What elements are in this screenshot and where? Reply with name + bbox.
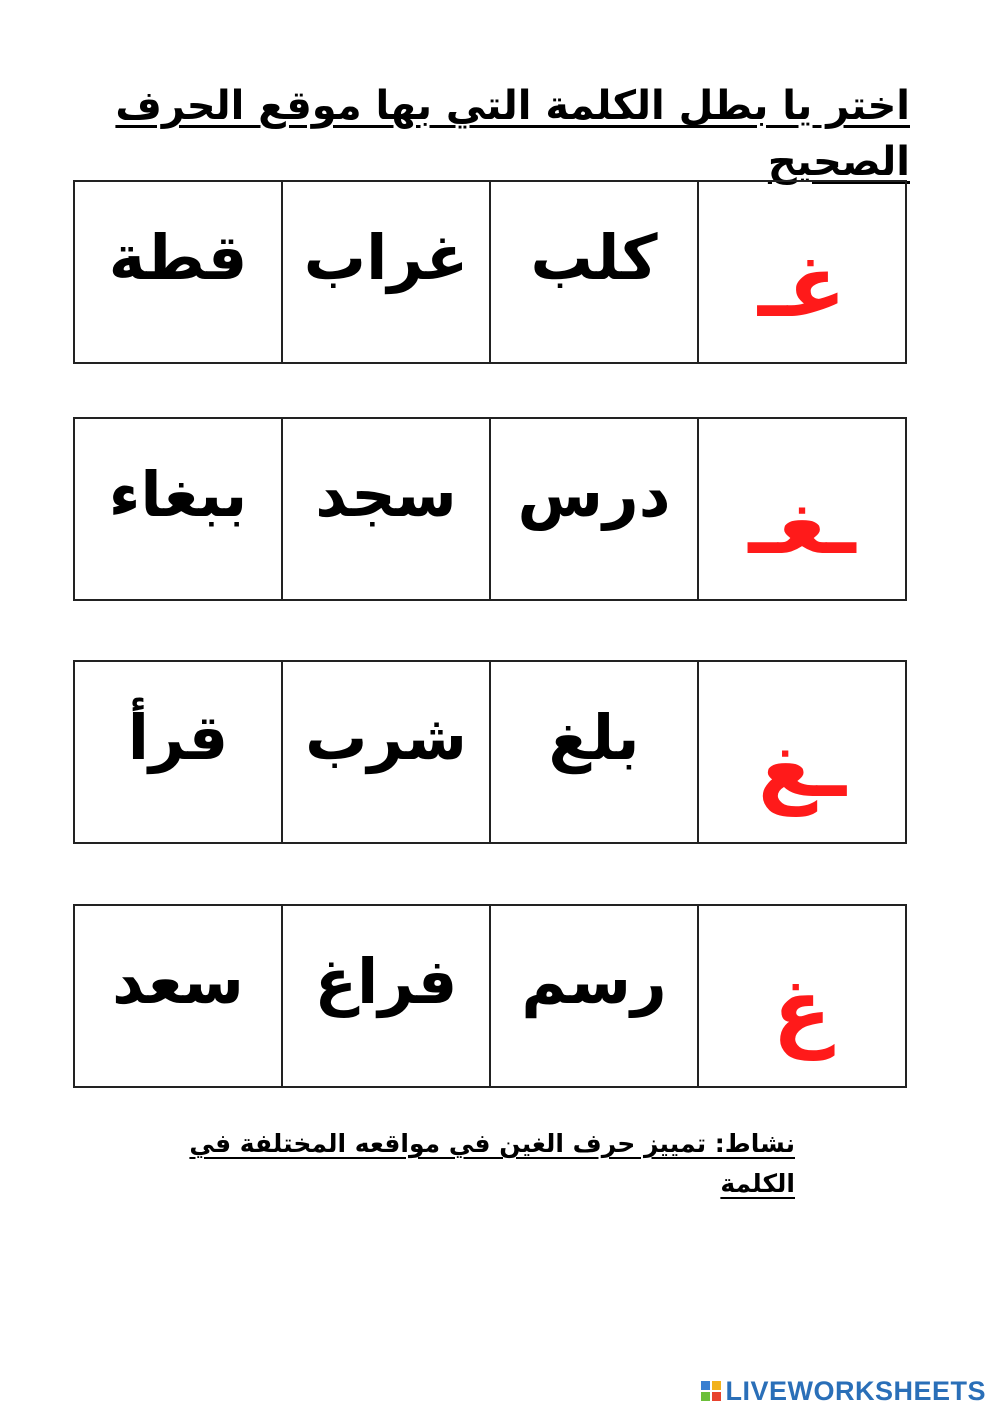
word-option[interactable]: قطة <box>108 220 248 294</box>
word-option[interactable]: بلغ <box>489 662 697 842</box>
brand-name: LIVEWORKSHEETS <box>725 1376 986 1406</box>
liveworksheets-logo-icon <box>701 1381 721 1401</box>
exercise-row-3 <box>73 660 907 844</box>
logo-square <box>712 1392 721 1401</box>
word-option[interactable]: غراب <box>281 182 489 362</box>
word-option[interactable]: رسم <box>489 906 697 1086</box>
exercise-row-2 <box>73 417 907 601</box>
word-option[interactable]: قرأ <box>127 700 229 774</box>
logo-square <box>701 1392 710 1401</box>
target-letter: غـ <box>697 182 905 362</box>
logo-square <box>712 1381 721 1390</box>
activity-note: نشاط: تمييز حرف الغين في مواقعه المختلفة في الكلمة <box>189 1129 795 1198</box>
word-option[interactable]: درس <box>489 419 697 599</box>
word-option[interactable]: ببغاء <box>108 457 248 531</box>
liveworksheets-brand <box>701 1376 986 1406</box>
word-option[interactable]: فراغ <box>281 906 489 1086</box>
word-option[interactable]: سجد <box>281 419 489 599</box>
page-title: اختر يا بطل الكلمة التي بها موقع الحرف الصحيح <box>115 83 910 185</box>
word-option[interactable]: سعد <box>112 944 244 1018</box>
target-letter: غ <box>697 906 905 1086</box>
exercise-row-1 <box>73 180 907 364</box>
target-letter: ـغ <box>697 662 905 842</box>
target-letter: ـغـ <box>697 419 905 599</box>
word-option[interactable]: شرب <box>281 662 489 842</box>
word-option[interactable]: كلب <box>489 182 697 362</box>
logo-square <box>701 1381 710 1390</box>
exercise-row-4 <box>73 904 907 1088</box>
